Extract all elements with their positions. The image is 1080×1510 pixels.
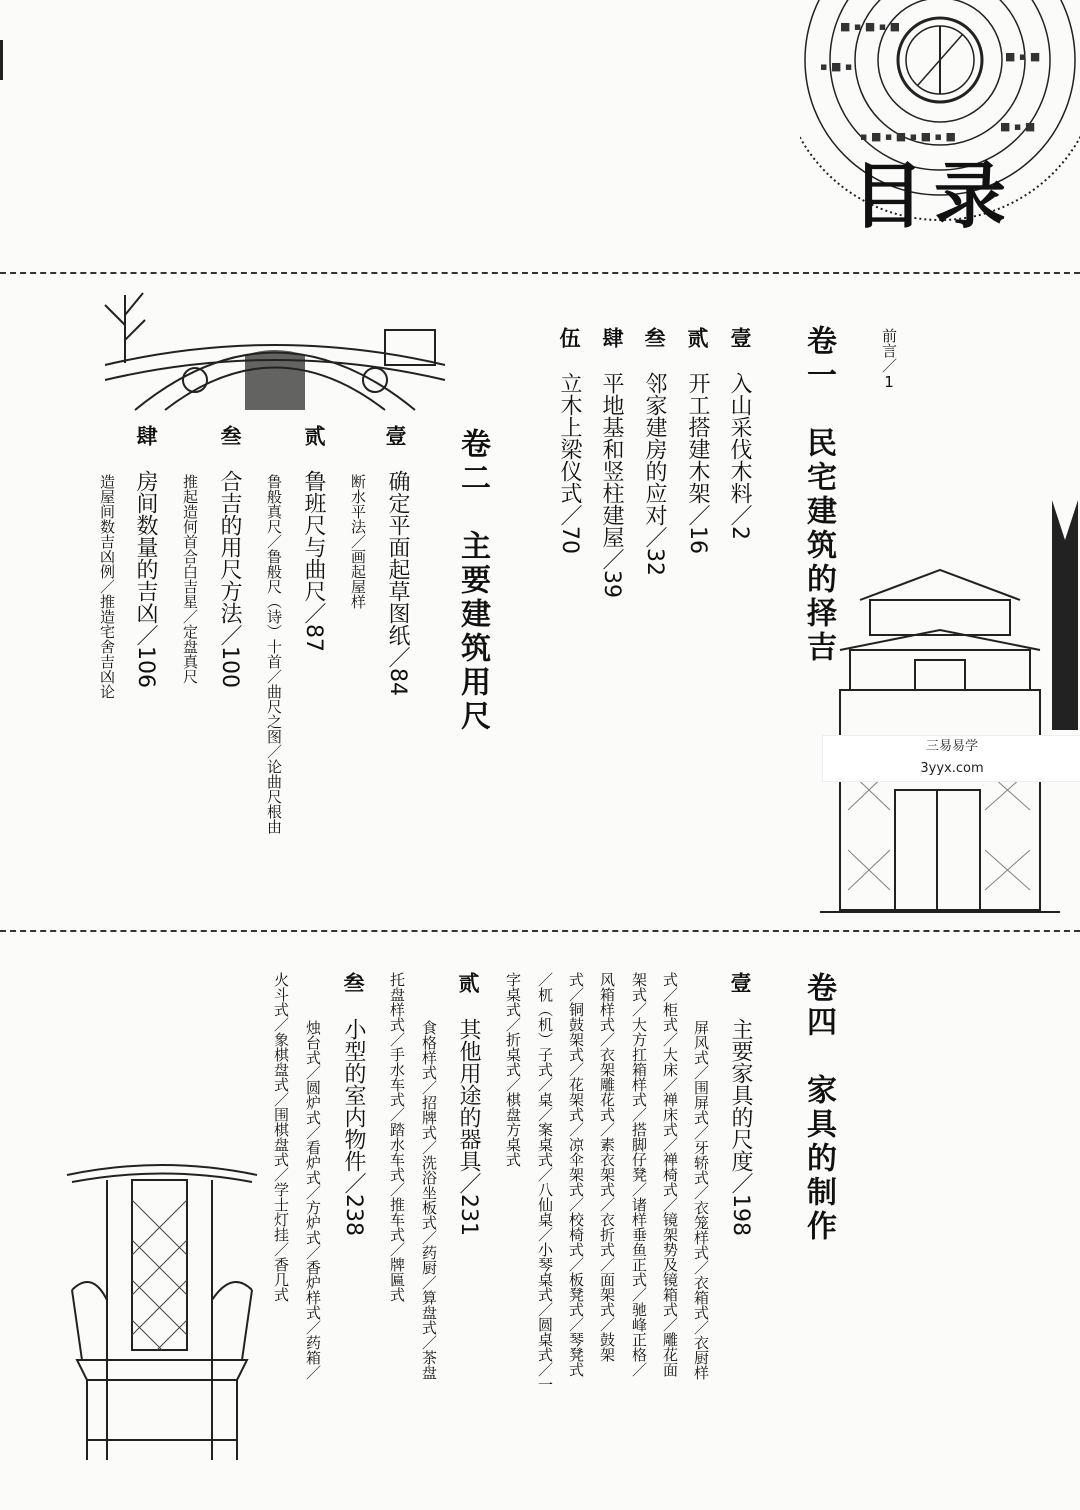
volume4-section-1-sub-line-7: 字桌式／折桌式／棋盘方桌式 xyxy=(504,972,522,1167)
volume4-section-3-sub-line-1: 烛台式／圆炉式／看炉式／方炉式／香炉样式／药箱／ xyxy=(304,1020,322,1380)
volume4-section-2-sub-line-2: 托盘样式／手水车式／踏水车式／推车式／牌匾式 xyxy=(388,972,406,1302)
preface-entry: 前言／1 xyxy=(880,328,898,391)
volume2-section-4-sub: 造屋间数吉凶例／推造宅舍吉凶论 xyxy=(98,474,116,699)
svg-text:■ ▪ ■ ▪ ■: ■ ▪ ■ ▪ ■ xyxy=(840,20,901,33)
volume4-title: 卷四 家具的制作 xyxy=(801,972,836,1244)
svg-text:▪ ■ ▪ ■ ▪ ■ ▪ ■: ▪ ■ ▪ ■ ▪ ■ ▪ ■ xyxy=(860,130,956,143)
left-edge-mark xyxy=(0,40,3,80)
volume4-section-1-sub-line-4: 风箱样式／衣架雕花式／素衣架式／衣折式／面架式／鼓架 xyxy=(598,972,616,1362)
volume4-section-3-sub-line-2: 火斗式／象棋盘式／围棋盘式／学士灯挂／香几式 xyxy=(272,972,290,1302)
volume2-section-4-entry: 房间数量的吉凶／106 xyxy=(133,470,158,688)
preface-page: 1 xyxy=(880,373,898,391)
volume4-section-1-entry: 主要家具的尺度／198 xyxy=(728,1018,753,1236)
volume2-section-4-num: 肆 xyxy=(134,425,158,446)
volume4-section-1-sub-line-2: 式／柜式／大床／禅床式／禅椅式／镜架势及镜箱式／雕花面 xyxy=(661,972,679,1377)
volume4-section-1-sub-line-6: ／杌（机）子式／桌／案桌式／八仙桌／小琴桌式／圆桌式／一 xyxy=(536,972,554,1392)
volume2-title: 卷二 主要建筑用尺 xyxy=(455,428,490,734)
volume4-section-2-sub-line-1: 食格样式／招牌式／洗浴坐板式／药厨／算盘式／茶盘 xyxy=(420,1020,438,1380)
watermark-line2: 3yyx.com xyxy=(920,761,984,776)
volume4-section-1-sub-line-3: 架式／大方扛箱样式／搭脚仔凳／诸样垂鱼正式／驰峰正格／ xyxy=(630,972,648,1377)
volume1-section-1-num: 壹 xyxy=(728,327,752,348)
volume2-section-1-sub: 断水平法／画起屋样 xyxy=(349,474,367,609)
volume1-section-5-num: 伍 xyxy=(557,327,581,348)
svg-text:▪ ■ ▪: ▪ ■ ▪ xyxy=(820,60,853,73)
svg-text:■ ▪ ■: ■ ▪ ■ xyxy=(1000,120,1036,133)
volume4-section-1-sub-line-1: 屏风式／围屏式／牙轿式／衣笼样式／衣箱式／衣厨样 xyxy=(692,1020,710,1380)
gate-building-illustration xyxy=(820,500,1080,920)
chair-illustration xyxy=(62,1160,262,1460)
watermark-line1: 三易易学 xyxy=(925,739,978,754)
volume4-section-1-sub-line-5: 式／铜鼓架式／花架式／凉伞架式／校椅式／板凳式／琴凳式 xyxy=(567,972,585,1377)
page-title: 目录 xyxy=(852,153,1017,238)
volume1-section-3-entry: 邻家建房的应对／32 xyxy=(642,372,667,576)
volume1-section-3-num: 叁 xyxy=(642,327,666,348)
volume1-section-2-entry: 开工搭建木架／16 xyxy=(685,372,710,554)
volume4-section-3-entry: 小型的室内物件／238 xyxy=(341,1018,366,1236)
volume2-section-1-entry: 确定平面起草图纸／84 xyxy=(385,470,410,696)
volume1-section-1-entry: 入山采伐木料／2 xyxy=(727,372,752,540)
volume1-title: 卷一 民宅建筑的择吉 xyxy=(801,325,836,665)
watermark xyxy=(822,735,1080,782)
volume2-section-3-num: 叁 xyxy=(218,425,242,446)
volume2-section-3-sub: 推起造何首合白吉星／定盘真尺 xyxy=(181,474,199,684)
volume4-section-3-num: 叁 xyxy=(341,972,365,993)
volume4-section-1-num: 壹 xyxy=(728,972,752,993)
volume2-section-2-entry: 鲁班尺与曲尺／87 xyxy=(301,470,326,652)
volume2-section-2-sub: 鲁般真尺／鲁般尺（诗）十首／曲尺之图／论曲尺根由 xyxy=(265,474,283,834)
volume1-section-5-entry: 立木上梁仪式／70 xyxy=(557,372,582,554)
volume4-section-2-entry: 其他用途的器具／231 xyxy=(456,1018,481,1236)
volume2-section-1-num: 壹 xyxy=(383,425,407,446)
volume2-section-2-num: 贰 xyxy=(302,425,326,446)
volume1-section-4-entry: 平地基和竖柱建屋／39 xyxy=(599,372,624,598)
divider-top xyxy=(0,272,1080,274)
bridge-illustration xyxy=(95,285,455,415)
svg-text:■ ▪ ■: ■ ▪ ■ xyxy=(1005,50,1041,63)
divider-bottom xyxy=(0,930,1080,932)
volume2-section-3-entry: 合吉的用尺方法／100 xyxy=(217,470,242,688)
volume1-section-2-num: 贰 xyxy=(685,327,709,348)
volume1-section-4-num: 肆 xyxy=(600,327,624,348)
volume4-section-2-num: 贰 xyxy=(456,972,480,993)
preface-label: 前言 xyxy=(880,328,898,358)
